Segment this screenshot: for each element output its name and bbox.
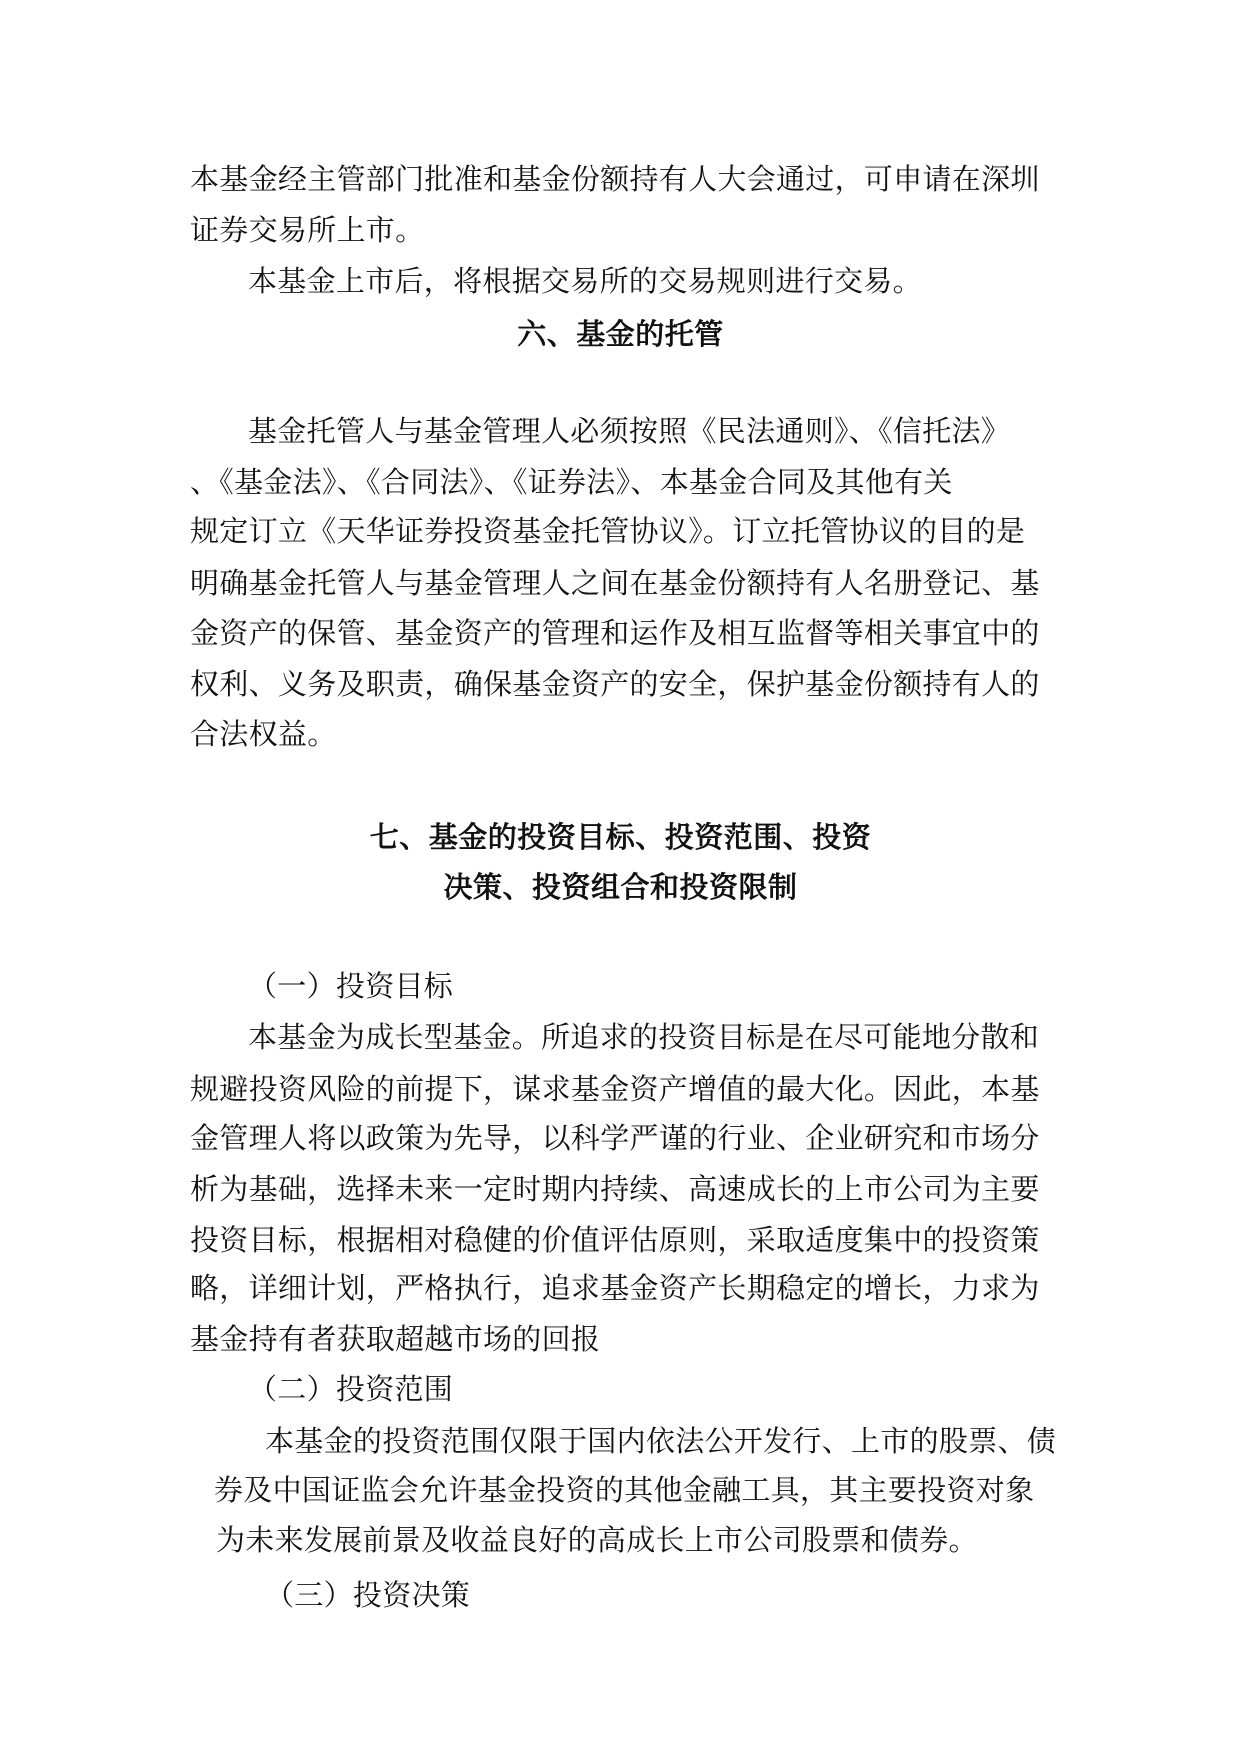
paragraph-line: 规避投资风险的前提下，谋求基金资产增值的最大化。因此，本基 (190, 1072, 1040, 1106)
paragraph-line: 基金持有者获取超越市场的回报 (190, 1322, 601, 1356)
paragraph-line: 合法权益。 (190, 717, 337, 751)
paragraph-line: 券及中国证监会允许基金投资的其他金融工具，其主要投资对象 (214, 1473, 1035, 1507)
paragraph-line: 本基金的投资范围仅限于国内依法公开发行、上市的股票、债 (265, 1424, 1057, 1458)
paragraph-line: 略，详细计划，严格执行，追求基金资产长期稳定的增长，力求为 (190, 1271, 1040, 1305)
paragraph-line: 析为基础，选择未来一定时期内持续、高速成长的上市公司为主要 (190, 1172, 1040, 1206)
paragraph-line: 明确基金托管人与基金管理人之间在基金份额持有人名册登记、基 (190, 566, 1040, 600)
section-heading-investment: 决策、投资组合和投资限制 (443, 870, 798, 904)
paragraph-line: 金资产的保管、基金资产的管理和运作及相互监督等相关事宜中的 (190, 616, 1040, 650)
paragraph-line: 为未来发展前景及收益良好的高成长上市公司股票和债券。 (216, 1523, 978, 1557)
paragraph-line: 投资目标，根据相对稳健的价值评估原则，采取适度集中的投资策 (190, 1223, 1040, 1257)
paragraph-line: 、《基金法》、《合同法》、《证券法》、本基金合同及其他有关 (190, 465, 953, 499)
paragraph-line: 规定订立《天华证券投资基金托管协议》。订立托管协议的目的是 (190, 514, 1026, 548)
paragraph-line: 本基金为成长型基金。所追求的投资目标是在尽可能地分散和 (248, 1020, 1040, 1054)
paragraph-line: 证券交易所上市。 (190, 213, 425, 247)
paragraph-line: 权利、义务及职责，确保基金资产的安全，保护基金份额持有人的 (190, 667, 1040, 701)
section-heading-investment: 七、基金的投资目标、投资范围、投资 (369, 820, 872, 854)
paragraph-line: 本基金上市后，将根据交易所的交易规则进行交易。 (248, 264, 922, 298)
paragraph-line: 本基金经主管部门批准和基金份额持有人大会通过，可申请在深圳 (190, 162, 1040, 196)
subsection-title: （一）投资目标 (248, 969, 454, 1003)
subsection-title: （二）投资范围 (248, 1372, 454, 1406)
paragraph-line: 基金托管人与基金管理人必须按照《民法通则》、《信托法》 (248, 414, 1011, 448)
subsection-title: （三）投资决策 (265, 1578, 471, 1612)
section-heading-custody: 六、基金的托管 (517, 317, 724, 351)
paragraph-line: 金管理人将以政策为先导，以科学严谨的行业、企业研究和市场分 (190, 1121, 1040, 1155)
